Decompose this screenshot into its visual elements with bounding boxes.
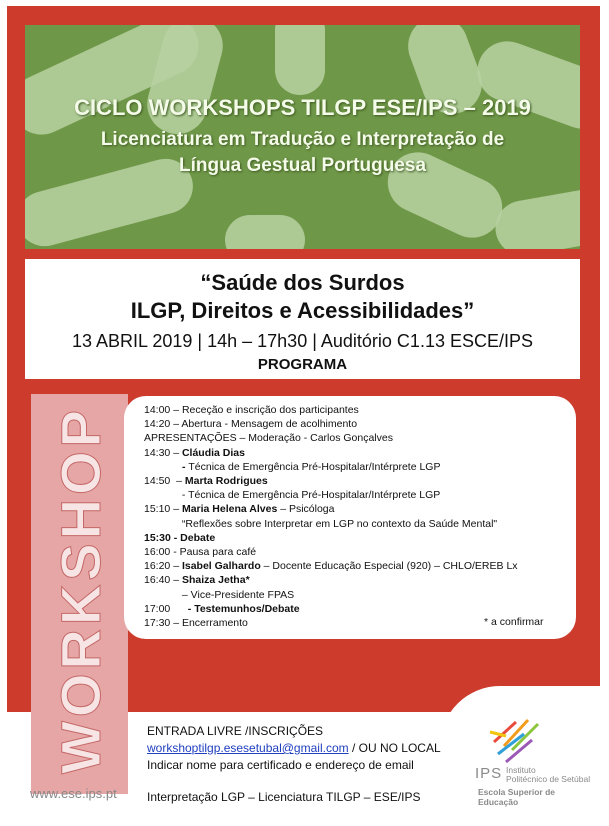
program-line — [144, 532, 215, 544]
event-title-1: “Saúde dos Surdos — [200, 270, 405, 295]
hand-shape — [491, 185, 580, 249]
footer-certificate: Indicar nome para certificado e endereço de email — [147, 758, 414, 772]
program-line-bold: - Testemunhos/Debate — [187, 602, 300, 615]
program-line — [144, 432, 393, 444]
program-line — [144, 475, 268, 487]
website-link[interactable]: www.ese.ips.pt — [30, 786, 117, 801]
program-line — [144, 518, 497, 530]
banner-subtitle-1: Licenciatura em Tradução e Interpretação de — [100, 129, 505, 150]
program-line — [144, 447, 245, 459]
banner-image — [25, 25, 580, 249]
program-line-text: 15:10 – — [144, 503, 182, 516]
program-line-bold: Marta Rodrigues — [184, 475, 268, 487]
footer-course: Interpretação LGP – Licenciatura TILGP – ESE/IPS — [147, 790, 421, 804]
program-line — [144, 603, 300, 615]
program-box — [124, 396, 576, 639]
school-line1: Escola Superior de — [478, 787, 555, 797]
confirm-note: * a confirmar — [484, 616, 544, 628]
program-line — [144, 503, 334, 515]
program-line-text: 14:30 – — [144, 446, 182, 459]
program-line-text: - Técnica de Emergência Pré-Hospitalar/Intérprete LGP — [144, 489, 441, 502]
event-title-2: ILGP, Direitos e Acessibilidades” — [130, 298, 475, 323]
program-line — [144, 574, 250, 586]
program-line-bold: Cláudia Dias — [181, 446, 245, 459]
institute-line1: Instituto — [506, 765, 536, 775]
program-line — [144, 589, 294, 601]
program-line-text: 16:00 - Pausa para café — [144, 546, 257, 558]
programa-heading: PROGRAMA — [257, 356, 348, 373]
hand-shape — [275, 25, 325, 95]
program-line — [144, 461, 440, 473]
program-line-text: 14:20 – Abertura - Mensagem de acolhimento — [144, 418, 358, 431]
program-line-bold: 15:30 - Debate — [144, 531, 216, 544]
program-line-text: 16:20 – — [144, 560, 182, 573]
program-line — [144, 546, 256, 558]
program-line-post: Técnica de Emergência Pré-Hospitalar/Intérprete LGP — [188, 460, 441, 473]
program-line — [144, 489, 440, 501]
footer-entry: ENTRADA LIVRE /INSCRIÇÕES — [147, 724, 324, 738]
program-line — [144, 404, 359, 416]
program-line-text: 17:30 – Encerramento — [144, 617, 248, 629]
program-line-text: APRESENTAÇÕES – Moderação - Carlos Gonçalves — [144, 432, 393, 445]
program-line-text: 14:50 – — [144, 475, 185, 487]
institute-line2: Politécnico de Setúbal — [506, 774, 591, 784]
program-line — [144, 617, 248, 629]
program-line-text: 17:00 — [144, 602, 188, 615]
program-line-text: “Reflexões sobre Interpretar em LGP no contexto da Saúde Mental" — [144, 517, 498, 530]
school-line2: Educação — [478, 797, 519, 807]
ips-acronym: IPS — [475, 765, 503, 782]
program-line-bold: Shaiza Jetha* — [181, 574, 250, 587]
program-line-post: – Psicóloga — [277, 503, 335, 516]
program-line — [144, 418, 357, 430]
program-line — [144, 560, 518, 572]
program-line-text: – Vice-Presidente FPAS — [144, 588, 295, 601]
program-line-bold: Isabel Galhardo — [181, 560, 261, 573]
program-line-post: – Docente Educação Especial (920) – CHLO/EREB Lx — [260, 560, 518, 573]
event-title-box — [25, 259, 580, 379]
program-line-text: 16:40 – — [144, 574, 182, 587]
program-line-text — [144, 461, 182, 473]
banner-title: CICLO WORKSHOPS TILGP ESE/IPS – 2019 — [74, 95, 531, 120]
email-link[interactable]: workshoptilgp.esesetubal@gmail.com — [147, 741, 349, 755]
program-line-bold: Maria Helena Alves — [181, 503, 278, 516]
banner-subtitle-2: Língua Gestual Portuguesa — [178, 155, 427, 176]
program-line-bold: - — [181, 460, 189, 473]
footer-email-line — [147, 741, 441, 755]
event-date: 13 ABRIL 2019 | 14h – 17h30 | Auditório C1.13 ESCE/IPS — [72, 331, 533, 351]
email-suffix: / OU NO LOCAL — [348, 741, 441, 755]
program-line-text: 14:00 – Receção e inscrição dos participantes — [144, 404, 359, 416]
workshop-label: WORKSHOP — [49, 406, 112, 774]
hand-shape — [225, 215, 305, 249]
